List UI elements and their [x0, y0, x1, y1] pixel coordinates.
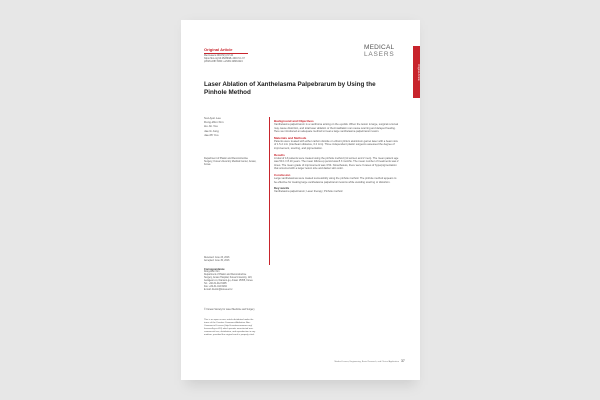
journal-logo-line1: MEDICAL [364, 44, 395, 51]
article-page [181, 20, 420, 380]
abstract-text: Patients were treated with either carbon dioxide or erbium:yttrium aluminium garnet laser with a beam size of 1.5-2 mm (interbeam distance, 0.2 mm). Three independent plastic surgeons assessed the degree of improvement, scarring, and pigmentation. [274, 139, 399, 150]
author: Ho Jin You [204, 124, 218, 129]
side-tab-label: Original Article [417, 63, 420, 81]
affiliation [204, 157, 264, 167]
correspondence-line: Surgery, Ansan Hospital, Korea University, 123, [204, 277, 253, 280]
meta-line: pISSN 2287-8300 • eISSN 2288-0224 [204, 61, 243, 63]
author: Dong-Won Kim [204, 120, 224, 125]
abstract-text: Xanthelasma palpebrarum is a xanthoma arising on the eyelids. When the lesion is large, surgical removal may cause distortion, and total laser ablation or thermoablation can cause scarring and delayed healing. Here we introduced an adequate method to treat a large xanthelasma palpebrarum lesion. [274, 123, 399, 134]
abstract [274, 117, 399, 194]
copyright-text: © Korean Society for Laser Medicine and Surgery [204, 309, 255, 311]
copyright [204, 309, 266, 312]
abstract-text: Large xanthelasmas were treated successfully using the pinhole method. The pinhole method appears to be effective for treating large xanthelasma palpebrarum lesions while avoiding scarring or distortion. [274, 176, 397, 184]
affiliation-line: Surgery, Korea University Medical Center, Ansan, [204, 160, 257, 164]
correspondence-line: Fax: +82-31-412-5294 [204, 286, 227, 289]
page-number: 37 [401, 359, 405, 363]
received-dates [204, 257, 264, 263]
open-access-notice [204, 319, 268, 336]
open-access-line: licenses/by-nc/4.0) which permits unrestricted non- [204, 327, 254, 330]
correspondence [204, 268, 266, 292]
correspondence-heading: Correspondence [204, 268, 225, 271]
meta-line: https://doi.org/10.25289/ML.2016.5.1.37 [204, 58, 245, 60]
citation-meta [204, 55, 284, 64]
correspondence-line: Department of Plastic and Reconstructive [204, 274, 247, 277]
open-access-line: commercial use, distribution, and reproduction in any [204, 330, 256, 333]
open-access-line: Commercial License (http://creativecommons.org/ [204, 324, 253, 327]
article-type-label: Original Article [204, 47, 248, 54]
author: Jae Ik Jung [204, 128, 219, 133]
abstract-heading: Results [274, 152, 285, 157]
correspondence-line: Jeokgeum-ro, Danwon-gu, Ansan 15355, Korea [204, 280, 253, 283]
keywords-heading: Key words [274, 186, 290, 191]
received-date: Received: June 23, 2016 [204, 257, 230, 259]
author-list [204, 116, 264, 137]
keywords-text: Xanthelasma palpebrarum; Laser therapy; Pinhole method [274, 190, 343, 194]
abstract-heading: Materials and Methods [274, 135, 307, 140]
correspondence-line: Tel.: +82-31-412-5295 [204, 283, 227, 286]
author: Su-Hyun Lee [204, 116, 221, 120]
side-tab [413, 46, 420, 98]
open-access-line: terms of the Creative Commons Attribution Non- [204, 321, 251, 324]
abstract-heading: Background and Objectives [274, 119, 314, 123]
open-access-line: medium, provided the original work is properly cited. [204, 333, 255, 336]
correspondence-line: Dong-Won Kim [204, 271, 220, 274]
affiliation-line: Department of Plastic and Reconstructive [204, 157, 248, 160]
article-title: Laser Ablation of Xanthelasma Palpebrarum by Using the Pinhole Method [204, 81, 376, 96]
journal-footer: Medical Lasers; Engineering, Basic Research, and Clinical Application [334, 361, 399, 363]
column-divider [269, 117, 270, 265]
open-access-line: This is an open-access article distributed under the [204, 319, 254, 321]
journal-logo-line2: LASERS [364, 51, 395, 58]
correspondence-line: E-mail: dw.kim@korea.ac.kr [204, 289, 233, 292]
author: Jae-Pil Yoo [204, 132, 219, 137]
meta-line: Med Lasers 2016;5(1):37-40 [204, 55, 233, 57]
affiliation-line: Korea [204, 163, 211, 167]
abstract-text: A total of 13 patients were treated using the pinhole method (11 women and 2 men). The mean patient age was 50.1 ± 8.10 years. The mean follow-up period was 8.3 months. The mean number of treatments was 2 times. The mean grade of improvement was 3.54. Nonetheless, there were 3 cases of hyperpigmentation that occurred with a larger lesion size and darker skin color. [274, 156, 399, 171]
abstract-heading: Conclusion [274, 172, 291, 177]
journal-logo [364, 44, 404, 58]
accepted-date: Accepted: June 30, 2016 [204, 260, 230, 262]
